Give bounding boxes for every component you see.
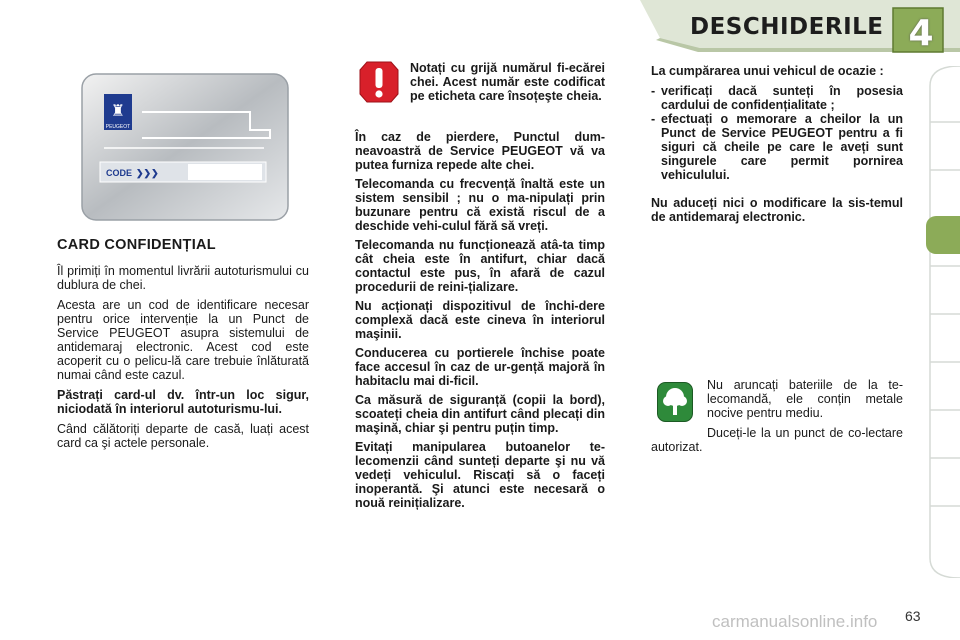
paragraph: Acesta are un cod de identificare necesar pentru orice intervenție la un Punct de Service PEUGEOT asupra sistemului de antidemaraj electronic. Acest cod este acoperit cu o pelicu-lă care trebuie înlăturată numai când este cazul. — [57, 298, 309, 382]
paragraph: La cumpărarea unui vehicul de ocazie : — [651, 64, 884, 78]
page-number: 63 — [905, 608, 921, 624]
warning-icon — [359, 60, 399, 104]
confidential-card-illustration — [80, 72, 290, 222]
paragraph-bold: Păstrați card-ul dv. într-un loc sigur, niciodată în interiorul autoturismu-lui. — [57, 388, 309, 416]
paragraph: Îl primiți în momentul livrării autoturismului cu dublura de chei. — [57, 264, 309, 292]
chapter-title: DESCHIDERILE — [690, 14, 884, 40]
paragraph: Duceți-le la un punct de co-lectare autorizat. — [651, 426, 903, 454]
list-item: - verificați dacă sunteți în posesia cardului de confidențialitate ; — [651, 84, 903, 112]
svg-text:♜: ♜ — [110, 101, 126, 120]
paragraph: Evitați manipularea butoanelor te-lecomenzii când sunteți departe şi nu vă vedeți vehiculul. Riscați să o faceți inoperantă. Şi atunci este necesară o nouă reinițializare. — [355, 440, 605, 510]
paragraph: Ca măsură de siguranță (copii la bord), scoateți cheia din antifurt când plecați din maşină, chiar şi pentru puțin timp. — [355, 393, 605, 435]
paragraph: Nu acționați dispozitivul de închi-dere complexă dacă este cineva în interiorul maşinii. — [355, 299, 605, 341]
paragraph: Nu aruncați bateriile de la te-lecomandă, ele conțin metale nocive pentru mediu. — [707, 378, 903, 420]
list-item: - efectuați o memorare a cheilor la un Punct de Service PEUGEOT pentru a fi siguri că cheile pe care le aveți sunt singurele care permit pornirea vehiculului. — [651, 112, 903, 182]
side-tab-column — [926, 66, 960, 578]
paragraph: Nu aduceți nici o modificare la sis-temul de antidemaraj electronic. — [651, 196, 903, 224]
svg-text:❯❯❯: ❯❯❯ — [136, 168, 159, 178]
side-tab-active-chapter[interactable] — [926, 216, 960, 254]
warning-text: Notați cu grijă numărul fi-ecărei chei. Acest număr este codificat pe eticheta care însoțeşte cheia. — [410, 61, 605, 103]
warning-note — [355, 60, 605, 120]
paragraph: Telecomanda nu funcționează atâ-ta timp cât cheia este în antifurt, chiar dacă contactul este pus, în afară de cazul procedurii de reini-țializare. — [355, 238, 605, 294]
middle-column — [355, 130, 605, 515]
paragraph: Telecomanda cu frecvență înaltă este un sistem sensibil ; nu o ma-nipulați prin buzunare pentru că există riscul de a deschide vehi-culul fără să vreți. — [355, 177, 605, 233]
chapter-number: 4 — [908, 13, 934, 54]
bullet-list — [651, 84, 903, 182]
section-heading: CARD CONFIDENȚIAL — [57, 237, 216, 253]
svg-text:CODE: CODE — [106, 168, 133, 178]
paragraph: Conducerea cu portierele închise poate face accesul în caz de ur-gență majoră în habitaclu mai di-ficil. — [355, 346, 605, 388]
tree-icon — [657, 382, 693, 422]
svg-text:PEUGEOT: PEUGEOT — [105, 124, 131, 130]
side-tab-outline — [926, 66, 960, 578]
environment-note — [651, 378, 903, 460]
watermark: carmanualsonline.info — [712, 612, 878, 631]
paragraph: Când călătoriți departe de casă, luați acest card ca şi actele personale. — [57, 422, 309, 450]
left-column — [57, 238, 309, 456]
paragraph: În caz de pierdere, Punctul dum-neavoastră de Service PEUGEOT vă va putea furniza repede alte chei. — [355, 130, 605, 172]
right-column — [651, 64, 903, 230]
